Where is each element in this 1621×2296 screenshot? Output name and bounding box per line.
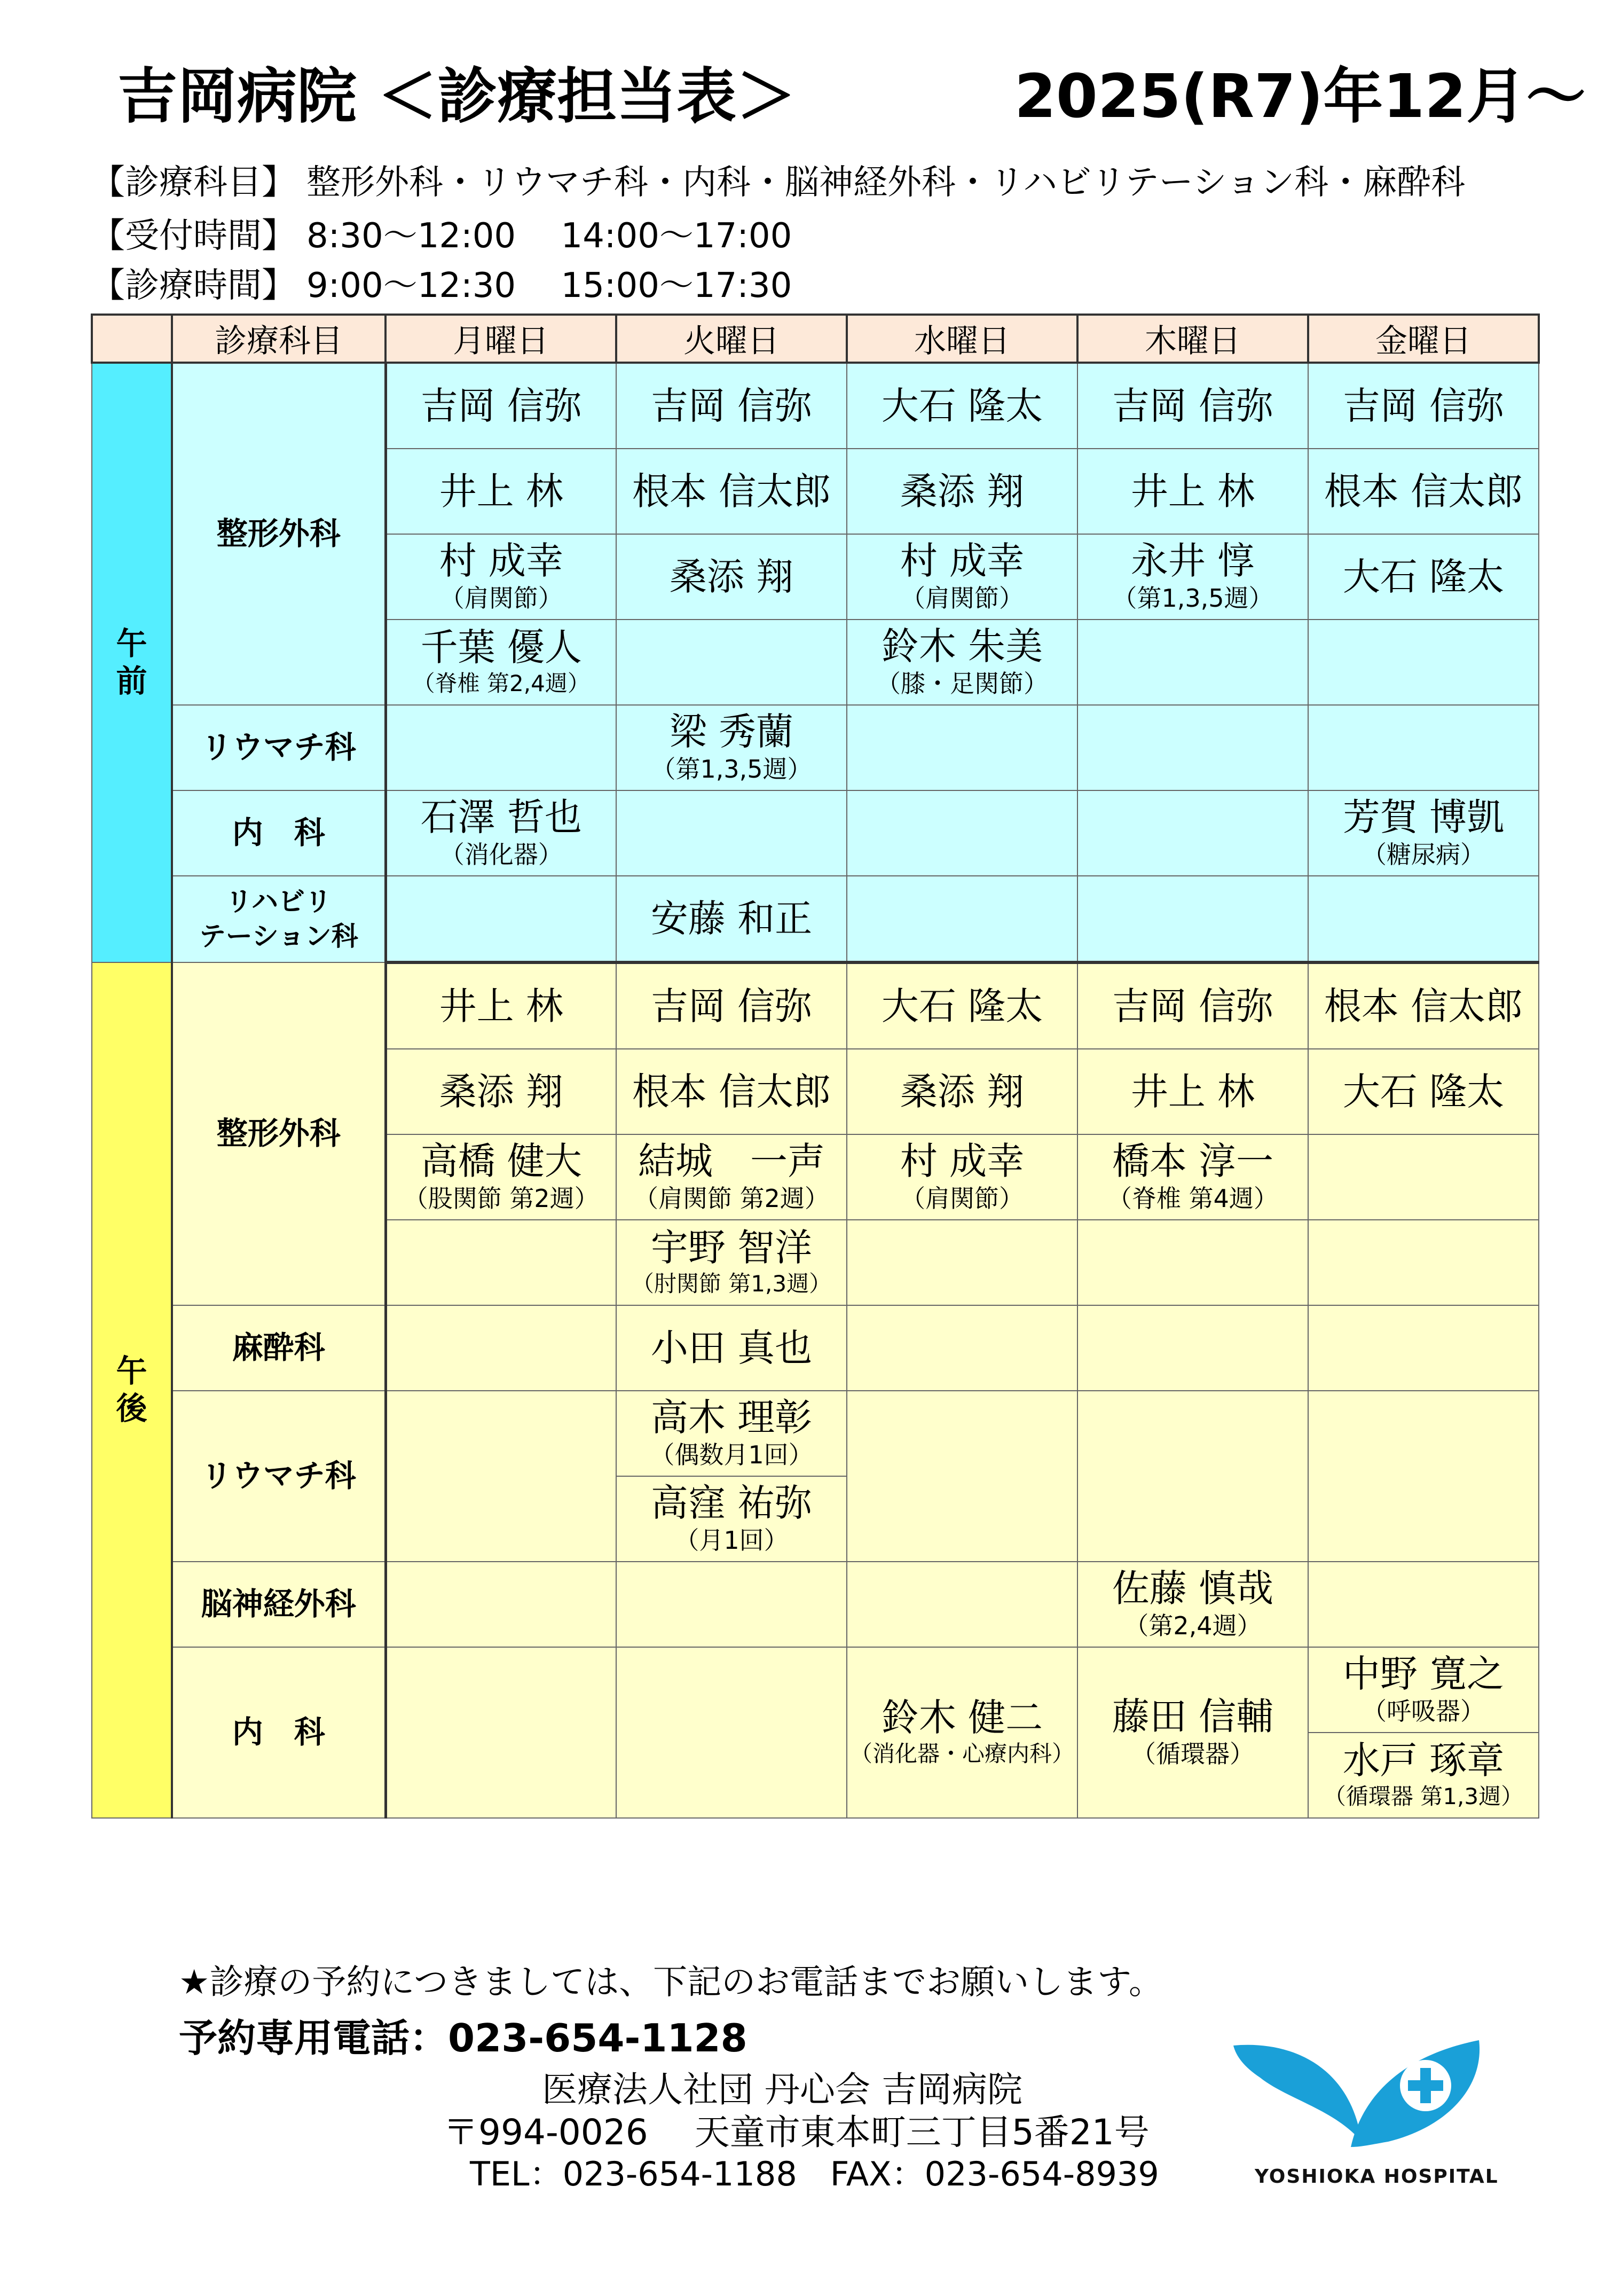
schedule-cell (1077, 363, 1308, 449)
info-reception (91, 216, 792, 256)
schedule-cell (1077, 449, 1308, 534)
doctor-name: 桑添 翔 (900, 1069, 1025, 1114)
doctor-name: 村 成幸 (900, 1139, 1025, 1183)
doctor-entry (617, 383, 846, 428)
schedule-cell (1077, 1391, 1308, 1562)
doctor-entry (617, 1227, 846, 1297)
schedule-cell (616, 1476, 847, 1562)
doctor-entry (617, 898, 846, 939)
doctor-entry (387, 540, 616, 613)
schedule-cell (1308, 705, 1539, 790)
table-header-row (92, 315, 1539, 363)
doctor-entry (847, 986, 1077, 1027)
doctor-name: 石澤 哲也 (420, 795, 582, 839)
doctor-note: （消化器） (439, 840, 563, 869)
table-row (92, 790, 1539, 876)
doctor-entry (617, 471, 846, 512)
schedule-cell (385, 1134, 616, 1220)
schedule-cell (847, 1305, 1077, 1391)
doctor-note: （肩関節） (901, 583, 1024, 613)
doctor-name: 吉岡 信弥 (1342, 383, 1505, 428)
schedule-cell (1077, 1647, 1308, 1818)
schedule-cell (1077, 1220, 1308, 1305)
info-departments-value: 整形外科・リウマチ科・内科・脳神経外科・リハビリテーション科・麻酔科 (306, 163, 1466, 202)
schedule-cell (847, 1647, 1077, 1818)
schedule-cell (1308, 534, 1539, 620)
doctor-entry (1078, 1141, 1308, 1213)
schedule-cell (385, 534, 616, 620)
table-row (92, 1305, 1539, 1391)
doctor-name: 吉岡 信弥 (1112, 383, 1274, 428)
doctor-note: （肩関節 第2週） (634, 1184, 829, 1213)
schedule-cell (847, 876, 1077, 962)
doctor-name: 井上 林 (1130, 469, 1255, 513)
doctor-entry (1309, 554, 1538, 599)
doctor-entry (1078, 1568, 1308, 1641)
schedule-cell (1077, 1305, 1308, 1391)
period-pm-label: 午後 (116, 1353, 147, 1427)
doctor-note: （脊椎 第4週） (1107, 1184, 1278, 1213)
doctor-entry (847, 1141, 1077, 1213)
doctor-name: 根本 信太郎 (632, 469, 831, 513)
doctor-name: 芳賀 博凱 (1342, 795, 1505, 839)
doctor-entry (617, 554, 846, 599)
schedule-cell (385, 1305, 616, 1391)
schedule-cell (385, 1562, 616, 1647)
schedule-cell (385, 1647, 616, 1818)
doctor-entry (847, 1697, 1077, 1767)
schedule-cell (847, 1134, 1077, 1220)
schedule-cell (616, 1134, 847, 1220)
doctor-entry (1078, 383, 1308, 428)
doctor-name: 宇野 智洋 (650, 1226, 813, 1270)
doctor-note: （肘関節 第1,3週） (631, 1271, 832, 1297)
schedule-cell (1308, 1733, 1539, 1818)
doctor-entry (847, 540, 1077, 613)
schedule-cell (1077, 1134, 1308, 1220)
doctor-name: 鈴木 朱美 (881, 624, 1043, 668)
table-row (92, 876, 1539, 962)
doctor-name: 根本 信太郎 (1324, 984, 1523, 1028)
doctor-entry (617, 1480, 846, 1555)
dept-internal-am: 内 科 (172, 790, 385, 876)
schedule-cell (1308, 1562, 1539, 1647)
doctor-name: 大石 隆太 (881, 383, 1043, 428)
schedule-cell (1308, 1305, 1539, 1391)
schedule-cell (385, 790, 616, 876)
dept-rheum-pm: リウマチ科 (172, 1391, 385, 1562)
dept-anes-pm: 麻酔科 (172, 1305, 385, 1391)
doctor-entry (1309, 1071, 1538, 1112)
doctor-name: 井上 林 (439, 469, 563, 513)
doctor-name: 藤田 信輔 (1112, 1694, 1274, 1738)
header-wednesday: 水曜日 (847, 315, 1077, 363)
table-row (92, 705, 1539, 790)
doctor-entry (387, 471, 616, 512)
doctor-name: 小田 真也 (650, 1326, 813, 1370)
doctor-name: 井上 林 (439, 984, 563, 1028)
period-am-label: 午前 (116, 625, 147, 699)
doctor-name: 高橋 健大 (420, 1139, 582, 1183)
schedule-cell (385, 620, 616, 705)
schedule-cell (1308, 1220, 1539, 1305)
doctor-note: （偶数月1回） (650, 1440, 813, 1469)
doctor-name: 大石 隆太 (881, 984, 1043, 1028)
doctor-name: 村 成幸 (439, 538, 563, 583)
info-reception-value: 8:30～12:00 14:00～17:00 (306, 216, 792, 256)
schedule-cell (847, 705, 1077, 790)
reservation-phone: 予約専用電話：023-654-1128 (179, 2016, 747, 2060)
doctor-entry (847, 626, 1077, 699)
header-friday: 金曜日 (1308, 315, 1539, 363)
schedule-cell (847, 1049, 1077, 1134)
schedule-cell (1308, 962, 1539, 1049)
doctor-note: （肩関節） (439, 583, 563, 613)
schedule-cell (847, 790, 1077, 876)
table-row (92, 1562, 1539, 1647)
schedule-cell (385, 1049, 616, 1134)
doctor-note: （第2,4週） (1124, 1611, 1262, 1640)
doctor-note: （第1,3,5週） (651, 754, 812, 783)
dept-rehab-line1: リハビリ (225, 886, 332, 917)
doctor-entry (847, 1071, 1077, 1112)
doctor-entry (1309, 986, 1538, 1027)
doctor-entry (617, 711, 846, 784)
hospital-organization: 医療法人社団 丹心会 吉岡病院 (542, 2069, 1022, 2110)
doctor-name: 桑添 翔 (900, 469, 1025, 513)
schedule-cell (385, 363, 616, 449)
table-row (92, 962, 1539, 1049)
page-title: 吉岡病院 ＜診療担当表＞ (117, 62, 796, 131)
dept-neuro-pm: 脳神経外科 (172, 1562, 385, 1647)
schedule-cell (1077, 534, 1308, 620)
schedule-cell (616, 705, 847, 790)
schedule-cell (616, 1305, 847, 1391)
schedule-cell (1308, 1134, 1539, 1220)
doctor-name: 大石 隆太 (1342, 554, 1505, 599)
table-row (92, 363, 1539, 449)
doctor-name: 村 成幸 (900, 538, 1025, 583)
doctor-entry (1078, 1696, 1308, 1769)
info-consult-label: 【診療時間】 (91, 266, 296, 305)
schedule-cell (847, 962, 1077, 1049)
doctor-name: 根本 信太郎 (1324, 469, 1523, 513)
doctor-name: 井上 林 (1130, 1069, 1255, 1114)
doctor-note: （呼吸器） (1362, 1696, 1485, 1726)
doctor-entry (617, 1397, 846, 1470)
hospital-tel-fax: TEL：023-654-1188 FAX：023-654-8939 (470, 2154, 1159, 2193)
table-row (92, 1391, 1539, 1476)
doctor-entry (387, 986, 616, 1027)
schedule-cell (847, 620, 1077, 705)
schedule-cell (1077, 1049, 1308, 1134)
header-tuesday: 火曜日 (616, 315, 847, 363)
doctor-name: 梁 秀蘭 (669, 709, 794, 754)
doctor-name: 千葉 優人 (420, 625, 582, 670)
schedule-cell (616, 1647, 847, 1818)
schedule-cell (385, 449, 616, 534)
doctor-note: （消化器・心療内科） (849, 1741, 1074, 1767)
doctor-entry (387, 627, 616, 697)
doctor-name: 結城 一声 (638, 1139, 825, 1183)
doctor-name: 吉岡 信弥 (1112, 984, 1274, 1028)
doctor-name: 水戸 琢章 (1342, 1738, 1505, 1783)
schedule-cell (847, 363, 1077, 449)
schedule-cell (385, 705, 616, 790)
schedule-cell (616, 1391, 847, 1476)
schedule-cell (1308, 1391, 1539, 1562)
doctor-entry (387, 383, 616, 428)
schedule-cell (1308, 790, 1539, 876)
doctor-entry (1078, 1071, 1308, 1112)
doctor-name: 中野 寛之 (1342, 1651, 1505, 1696)
doctor-name: 吉岡 信弥 (420, 383, 582, 428)
schedule-cell (385, 962, 616, 1049)
doctor-entry (617, 1141, 846, 1213)
schedule-cell (616, 1049, 847, 1134)
schedule-cell (1308, 1647, 1539, 1733)
schedule-cell (1308, 876, 1539, 962)
header-department: 診療科目 (172, 315, 385, 363)
reservation-note: ★診療の予約につきましては、下記のお電話までお願いします。 (179, 1963, 1163, 2002)
schedule-cell (1077, 962, 1308, 1049)
doctor-entry (847, 471, 1077, 512)
header-thursday: 木曜日 (1077, 315, 1308, 363)
schedule-cell (616, 1220, 847, 1305)
header-monday: 月曜日 (385, 315, 616, 363)
schedule-cell (616, 449, 847, 534)
doctor-note: （膝・足関節） (876, 669, 1048, 698)
doctor-entry (1309, 797, 1538, 869)
schedule-cell (1077, 620, 1308, 705)
schedule-cell (847, 1220, 1077, 1305)
doctor-name: 桑添 翔 (669, 554, 794, 599)
schedule-cell (385, 1391, 616, 1562)
dept-rheum-am: リウマチ科 (172, 705, 385, 790)
period-pm (92, 962, 172, 1818)
schedule-cell (616, 876, 847, 962)
doctor-entry (387, 797, 616, 869)
doctor-name: 永井 惇 (1130, 538, 1255, 583)
logo-text: YOSHIOKA HOSPITAL (1255, 2166, 1499, 2188)
doctor-name: 高窪 祐弥 (650, 1480, 813, 1525)
hospital-logo-icon (1228, 2035, 1495, 2163)
schedule-cell (1077, 1562, 1308, 1647)
schedule-cell (847, 1391, 1077, 1562)
schedule-cell (385, 876, 616, 962)
dept-internal-pm: 内 科 (172, 1647, 385, 1818)
doctor-name: 根本 信太郎 (632, 1069, 831, 1114)
doctor-entry (617, 1328, 846, 1369)
info-consult-value: 9:00～12:30 15:00～17:30 (306, 266, 792, 305)
doctor-entry (1309, 471, 1538, 512)
doctor-entry (387, 1141, 616, 1213)
doctor-entry (387, 1071, 616, 1112)
doctor-entry (1309, 383, 1538, 428)
info-departments-label: 【診療科目】 (91, 163, 296, 202)
dept-ortho-am: 整形外科 (172, 363, 385, 705)
doctor-name: 吉岡 信弥 (650, 984, 813, 1028)
doctor-note: （月1回） (674, 1525, 789, 1555)
schedule-cell (1308, 620, 1539, 705)
doctor-name: 安藤 和正 (650, 896, 813, 941)
doctor-name: 佐藤 慎哉 (1112, 1566, 1274, 1610)
doctor-note: （糖尿病） (1362, 840, 1485, 869)
schedule-cell (616, 363, 847, 449)
doctor-name: 桑添 翔 (439, 1069, 563, 1114)
schedule-cell (847, 1562, 1077, 1647)
schedule-cell (1077, 876, 1308, 962)
schedule-table (91, 314, 1540, 1819)
doctor-entry (617, 1071, 846, 1112)
dept-rehab-line2: テーション科 (199, 921, 358, 952)
doctor-name: 吉岡 信弥 (650, 383, 813, 428)
schedule-cell (1308, 363, 1539, 449)
info-consult (91, 266, 792, 305)
schedule-cell (385, 1220, 616, 1305)
schedule-date: 2025(R7)年12月～ (1014, 62, 1586, 131)
schedule-cell (616, 534, 847, 620)
hospital-address: 〒994-0026 天童市東本町三丁目5番21号 (443, 2112, 1150, 2153)
period-am (92, 363, 172, 962)
doctor-entry (1078, 471, 1308, 512)
schedule-cell (616, 1562, 847, 1647)
dept-rehab-am (172, 876, 385, 962)
header-blank (92, 315, 172, 363)
doctor-entry (617, 986, 846, 1027)
doctor-note: （肩関節） (901, 1184, 1024, 1213)
schedule-cell (616, 962, 847, 1049)
schedule-cell (1308, 1049, 1539, 1134)
doctor-note: （第1,3,5週） (1112, 583, 1273, 613)
doctor-name: 橋本 淳一 (1112, 1139, 1274, 1183)
doctor-entry (1078, 540, 1308, 613)
dept-ortho-pm: 整形外科 (172, 962, 385, 1305)
doctor-name: 鈴木 健二 (881, 1696, 1043, 1740)
schedule-cell (847, 534, 1077, 620)
info-reception-label: 【受付時間】 (91, 216, 296, 256)
doctor-note: （循環器 第1,3週） (1323, 1783, 1524, 1810)
doctor-note: （股関節 第2週） (403, 1184, 599, 1213)
doctor-entry (1309, 1740, 1538, 1810)
info-departments (91, 163, 1466, 202)
schedule-cell (847, 449, 1077, 534)
schedule-cell (616, 790, 847, 876)
schedule-cell (616, 620, 847, 705)
doctor-entry (1309, 1651, 1538, 1726)
doctor-entry (847, 383, 1077, 428)
table-row (92, 1647, 1539, 1733)
doctor-name: 高木 理彰 (650, 1395, 813, 1439)
doctor-entry (1078, 986, 1308, 1027)
doctor-name: 大石 隆太 (1342, 1069, 1505, 1114)
doctor-note: （脊椎 第2,4週） (412, 670, 590, 697)
doctor-note: （循環器） (1131, 1739, 1254, 1768)
schedule-cell (1077, 705, 1308, 790)
schedule-cell (1308, 449, 1539, 534)
schedule-cell (1077, 790, 1308, 876)
